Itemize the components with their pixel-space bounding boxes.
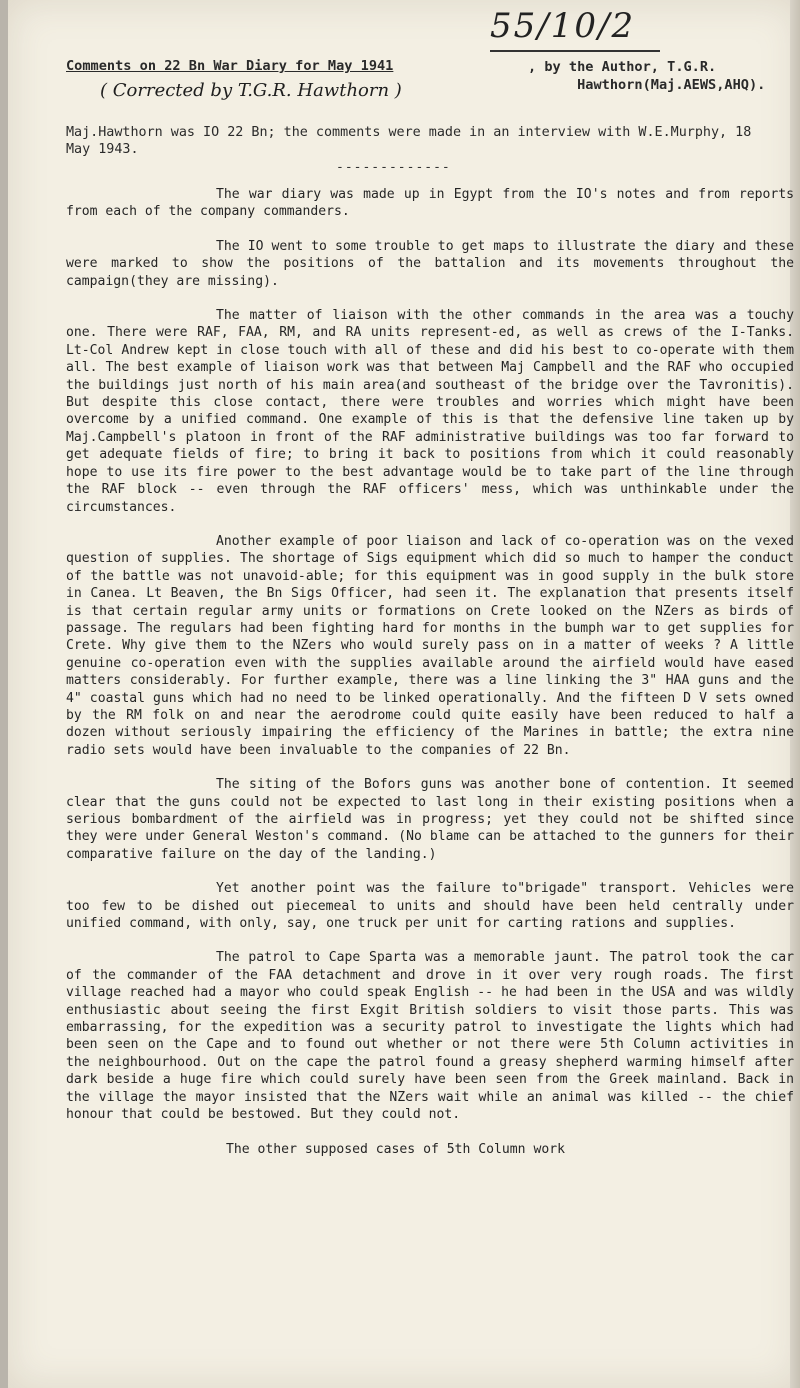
paragraph: The war diary was made up in Egypt from the IO's notes and from reports from each of the company commanders.	[66, 187, 794, 220]
reference-number: 55/10/2	[490, 6, 660, 52]
paragraph: The patrol to Cape Sparta was a memorable jaunt. The patrol took the car of the commander of the FAA detachment and drove in it over very rough roads. The first village reached had a mayor who could speak English -- he had been in the USA and was wildly enthusiastic about seeing the first Exgit British soldiers to visit those parts. This was embarrassing, for the expedition was a security patrol to investigate the lights which had been seen on the Cape and to found out whether or not there were 5th Column activities in the neighbourhood. Out on the cape the patrol found a greasy shepherd warming himself after dark beside a huge fire which could surely have been seen from the Greek mainland. Back in the village the mayor insisted that the NZers wait while an animal was killed -- the chief honour that could be bestowed. But they could not.	[66, 950, 794, 1123]
paragraph: Another example of poor liaison and lack of co-operation was on the vexed question of supplies. The shortage of Sigs equipment which did so much to hamper the conduct of the battle was not unavoid-able; for this equipment was in good supply in the bulk store in Canea. Lt Beaven, the Bn Sigs Officer, had seen it. The explanation that presents itself is that certain regular army units or formations on Crete looked on the NZers as birds of passage. The regulars had been fighting hard for months in the bumph war to get supplies for Crete. Why give them to the NZers who would surely pass on in a matter of weeks ? A little genuine co-operation even with the supplies available around the airfield would have eased matters considerably. For further example, there was a line linking the 3" HAA guns and the 4" coastal guns which had no need to be linked operationally. And the fifteen D V sets owned by the RM folk on and near the aerodrome could quite easily have been reduced to half a dozen without seriously impairing the efficiency of the Marines in battle; the extra nine radio sets would have been invaluable to the companies of 22 Bn.	[66, 533, 794, 758]
handwritten-correction: ( Corrected by T.G.R. Hawthorn )	[100, 80, 402, 101]
paragraph: The siting of the Bofors guns was another bone of contention. It seemed clear that the guns could not be expected to last long in their existing positions when a serious bombardment of the airfield was in progress; yet they could not be shifted since they were under General Weston's command. (No blame can be attached to the gunners for their comparative failure on the day of the landing.)	[66, 777, 794, 862]
paragraph: The matter of liaison with the other commands in the area was a touchy one. There were RAF, FAA, RM, and RA units represent-ed, as well as crews of the I-Tanks. Lt-Col Andrew kept in close touch with all of these and did his best to co-operate with them all. The best example of liaison work was that between Maj Campbell and the RAF who occupied the buildings just north of his main area(and southeast of the bridge over the Tavronitis). But despite this close contact, there were troubles and worries which might have been overcome by a unified command. One example of this is that the defensive line taken up by Maj.Campbell's platoon in front of the RAF administrative buildings was too far forward to get adequate fields of fire; to bring it back to positions from which it could reasonably hope to use its fire power to the best advantage would be to take part of the line through the RAF block -- even through the RAF officers' mess, which was unthinkable under the circumstances.	[66, 308, 794, 515]
document-body	[66, 186, 794, 1175]
separator-line: -------------	[336, 160, 451, 175]
paragraph: Yet another point was the failure to"brigade" transport. Vehicles were too few to be dished out piecemeal to units and should have been held centrally under unified command, with only, say, one truck per unit for carting rations and supplies.	[66, 881, 794, 932]
document-title: Comments on 22 Bn War Diary for May 1941	[66, 58, 394, 74]
document-author: , by the Author, T.G.R. Hawthorn(Maj.AEWS,AHQ).	[528, 59, 766, 93]
intro-note: Maj.Hawthorn was IO 22 Bn; the comments were made in an interview with W.E.Murphy, 18 May 1943.	[66, 125, 752, 157]
paragraph: The IO went to some trouble to get maps to illustrate the diary and these were marked to show the positions of the battalion and its movements throughout the campaign(they are missing).	[66, 238, 794, 289]
document-page	[8, 0, 800, 1388]
paragraph: The other supposed cases of 5th Column work	[226, 1141, 565, 1157]
